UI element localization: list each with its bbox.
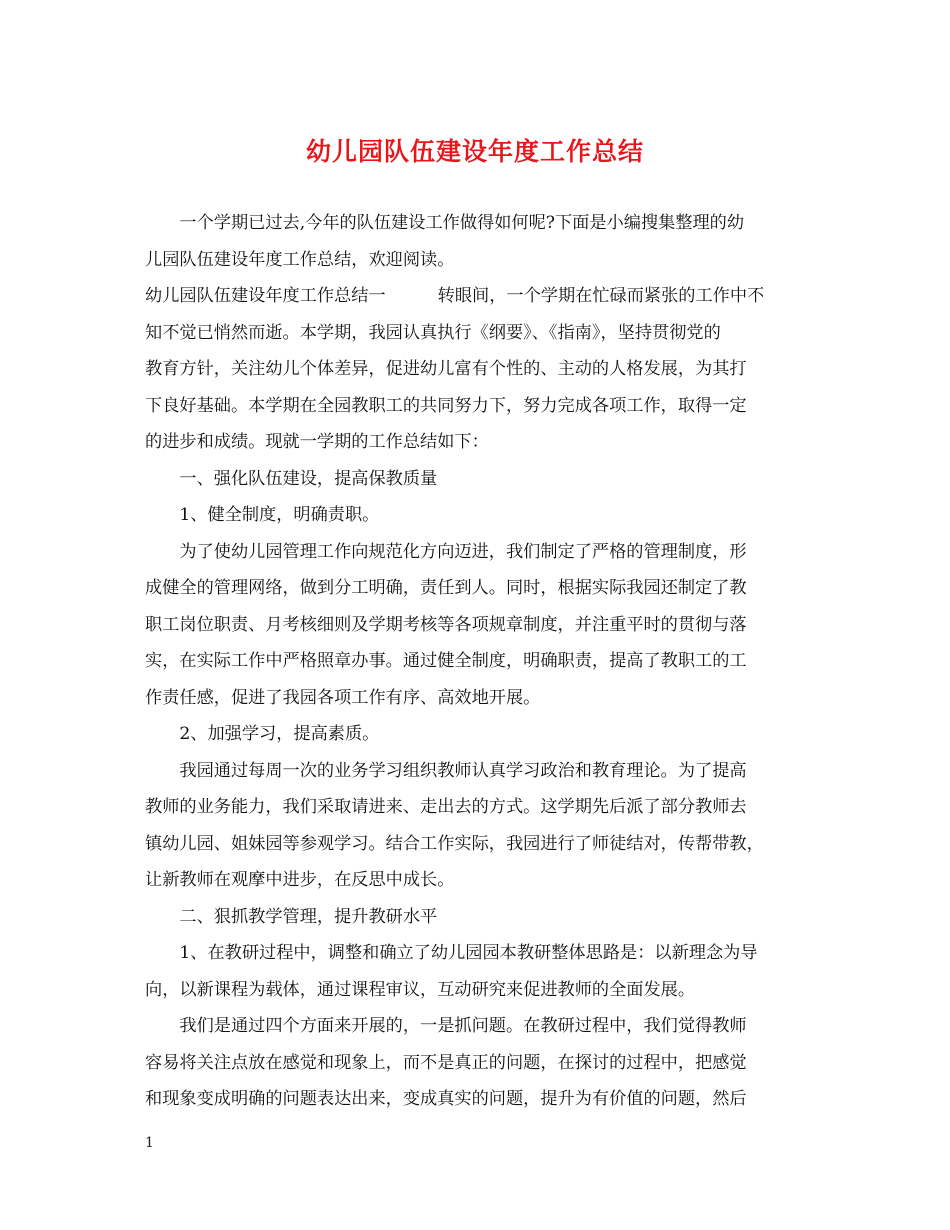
page-number: 1 (145, 1135, 154, 1151)
text-line: 下良好基础。本学期在全园教职工的共同努力下，努力完成各项工作，取得一定 (145, 395, 747, 416)
text-line: 1、在教研过程中，调整和确立了幼儿园园本教研整体思路是：以新理念为导 (145, 943, 758, 963)
text-line: 容易将关注点放在感觉和现象上，而不是真正的问题，在探讨的过程中，把感觉 (145, 1052, 747, 1073)
text-line-split (145, 278, 805, 315)
text-line: 为了使幼儿园管理工作向规范化方向迈进，我们制定了严格的管理制度，形 (145, 541, 747, 562)
text-line: 和现象变成明确的问题表达出来，变成真实的问题，提升为有价值的问题，然后 (145, 1089, 747, 1109)
text-line: 让新教师在观摩中进步，在反思中成长。 (145, 870, 455, 890)
text-line: 儿园队伍建设年度工作总结，欢迎阅读。 (145, 249, 455, 270)
text-line: 的进步和成绩。现就一学期的工作总结如下： (145, 432, 489, 452)
text-line-continuation: 转眼间，一个学期在忙碌而紧张的工作中不 (437, 286, 765, 306)
subsection-heading: 2、加强学习，提高素质。 (145, 724, 380, 744)
text-line: 向，以新课程为载体，通过课程审议，互动研究来促进教师的全面发展。 (145, 979, 696, 1000)
text-line: 教育方针，关注幼儿个体差异，促进幼儿富有个性的、主动的人格发展，为其打 (145, 359, 747, 379)
text-line: 我们是通过四个方面来开展的，一是抓问题。在教研过程中，我们觉得教师 (145, 1016, 747, 1036)
document-title: 幼儿园队伍建设年度工作总结 (305, 137, 644, 166)
text-line: 实，在实际工作中严格照章办事。通过健全制度，明确职责，提高了教职工的工 (145, 651, 747, 671)
text-line: 作责任感，促进了我园各项工作有序、高效地开展。 (145, 687, 541, 708)
section-heading: 一、强化队伍建设，提高保教质量 (145, 468, 438, 489)
text-line: 职工岗位职责、月考核细则及学期考核等各项规章制度，并注重平时的贯彻与落 (145, 614, 747, 635)
subsection-heading: 1、健全制度，明确责职。 (145, 505, 380, 525)
text-line: 知不觉已悄然而逝。本学期，我园认真执行《纲要》、《指南》，坚持贯彻党的 (145, 322, 721, 343)
text-line: 一个学期已过去,今年的队伍建设工作做得如何呢?下面是小编搜集整理的幼 (145, 213, 745, 233)
text-line: 镇幼儿园、姐妹园等参观学习。结合工作实际，我园进行了师徒结对，传帮带教， (145, 833, 764, 854)
text-line: 成健全的管理网络，做到分工明确，责任到人。同时，根据实际我园还制定了教 (145, 578, 747, 598)
document-body (145, 205, 805, 1118)
text-line: 我园通过每周一次的业务学习组织教师认真学习政治和教育理论。为了提高 (145, 760, 747, 781)
section-heading-inline: 幼儿园队伍建设年度工作总结一 (145, 286, 386, 306)
section-heading: 二、狠抓教学管理，提升教研水平 (145, 906, 438, 927)
text-line: 教师的业务能力，我们采取请进来、走出去的方式。这学期先后派了部分教师去 (145, 797, 747, 817)
